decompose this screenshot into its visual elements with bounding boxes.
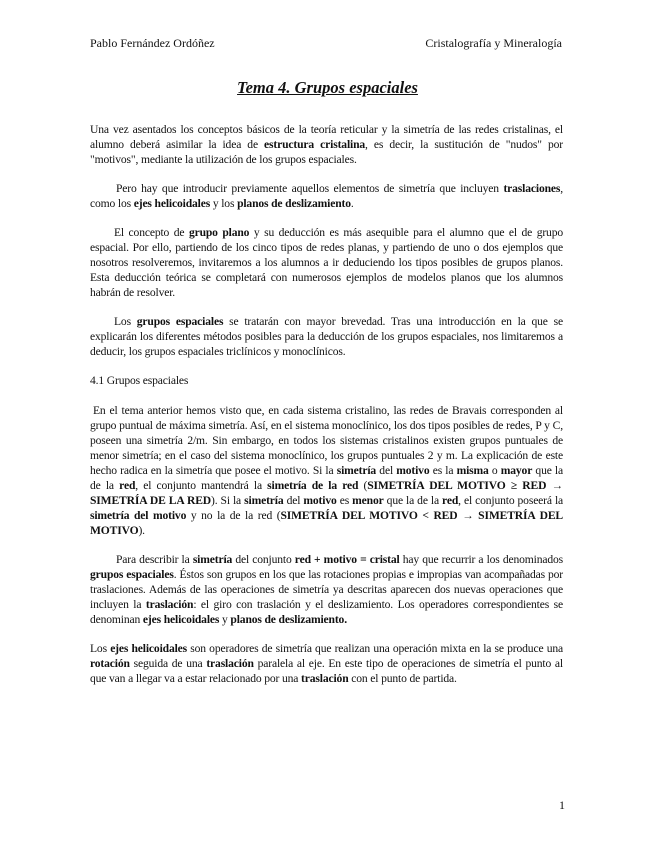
section-heading: 4.1 Grupos espaciales — [90, 374, 189, 387]
paragraph-simetria-motivo: En el tema anterior hemos visto que, en cada sistema cristalino, las redes de Bravais corresponden al grupo puntual de máxima simetría. Así, en el sistema monoclínico, los dos tipos posibles de redes, P y C, poseen una simetría 2/m. Sin embargo, en todos los sistemas cristalinos existen grupos puntuales de menor simetría; en el caso del sistema monoclínico, los grupos puntuales 2 y m. La explicación de este hecho radica en la simetría que posee el motivo. Si la simetría del motivo es la misma o mayor que la de la red, el conjunto mantendrá la simetría de la red (SIMETRÍA DEL MOTIVO ≥ RED → SIMETRÍA DE LA RED). Si la simetría del motivo es menor que la de la red, el conjunto poseerá la simetría del motivo y no la de la red (SIMETRÍA DEL MOTIVO < RED → SIMETRÍA DEL MOTIVO). — [90, 404, 564, 537]
paragraph-traslaciones: Pero hay que introducir previamente aquellos elementos de simetría que incluyen traslaciones, como los ejes helicoidales y los planos de deslizamiento. — [90, 182, 563, 210]
paragraph-ejes-helicoidales: Los ejes helicoidales son operadores de simetría que realizan una operación mixta en la se produce una rotación seguida de una traslación paralela al eje. En este tipo de operaciones de simetría el punto al que van a llegar va a estar relacionado por una traslación con el punto de partida. — [90, 642, 563, 685]
header-subject: Cristalografía y Mineralogía — [425, 36, 562, 50]
paragraph-red-motivo-cristal: Para describir la simetría del conjunto red + motivo = cristal hay que recurrir a los denominados grupos espaciales. Éstos son grupos en los que las rotaciones propias e impropias van acompañadas por traslaciones. Además de las operaciones de simetría ya descritas aparecen dos nuevas operaciones que incluyen la traslación: el giro con traslación y el deslizamiento. Los operadores correspondientes se denominan ejes helicoidales y planos de deslizamiento. — [90, 553, 564, 626]
paragraph-intro: Una vez asentados los conceptos básicos de la teoría reticular y la simetría de las redes cristalinas, el alumno deberá asimilar la idea de estructura cristalina, es decir, la sustitución de "nudos" por "motivos", mediante la utilización de los grupos espaciales. — [90, 123, 563, 166]
document-body — [90, 122, 563, 700]
paragraph-grupo-plano: El concepto de grupo plano y su deducción es más asequible para el alumno que el de grupo espacial. Por ello, partiendo de los cinco tipos de redes planas, y partiendo de uno o dos ejemplos que nosotros resolveremos, invitaremos a los alumnos a ir deduciendo los tipos posibles de grupos planos. Esta deducción teórica se completará con numerosos ejemplos de modelos planos que los alumnos habrán de resolver. — [90, 226, 563, 299]
page-number: 1 — [559, 798, 565, 812]
header-author: Pablo Fernández Ordóñez — [90, 36, 215, 50]
page-header — [90, 36, 562, 50]
chapter-title: Tema 4. Grupos espaciales — [237, 78, 418, 97]
paragraph-grupos-espaciales: Los grupos espaciales se tratarán con mayor brevedad. Tras una introducción en la que se explicarán los diferentes métodos posibles para la deducción de los grupos espaciales, nos limitaremos a deducir, los grupos espaciales triclínicos y monoclínicos. — [90, 315, 563, 358]
